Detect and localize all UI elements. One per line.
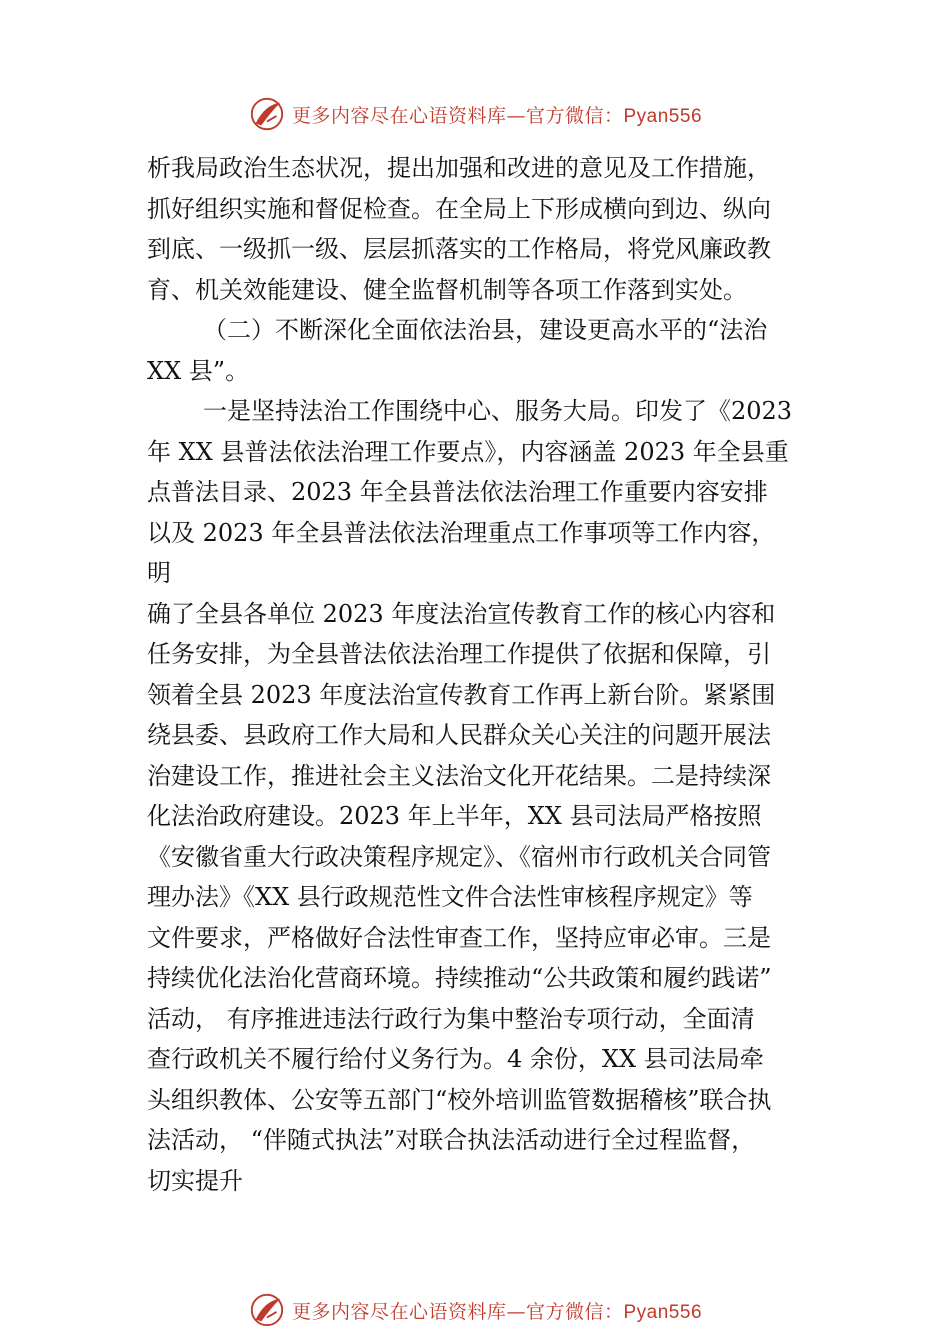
text-line: 头组织教体、公安等五部门“校外培训监管数据稽核”联合执 — [147, 1085, 772, 1114]
text-line: 以及 2023 年全县普法依法治理重点工作事项等工作内容， — [147, 518, 776, 547]
seal-logo-icon — [248, 1291, 286, 1329]
text-line: 育、机关效能建设、健全监督机制等各项工作落到实处。 — [147, 275, 747, 304]
text-line: 抓好组织实施和督促检查。在全局上下形成横向到边、纵向 — [147, 194, 771, 223]
seal-logo-icon — [248, 95, 286, 133]
footer-banner — [0, 1288, 950, 1332]
text-line: 化法治政府建设。2023 年上半年，XX 县司法局严格按照 — [147, 802, 762, 830]
text-line: 法活动， “伴随式执法”对联合执法活动进行全过程监督， — [147, 1126, 756, 1154]
section-heading-line: XX 县”。 — [147, 356, 250, 385]
section-heading-line: （二）不断深化全面依法治县，建设更高水平的“法治 — [203, 316, 768, 344]
text-line: 领着全县 2023 年度法治宣传教育工作再上新台阶。紧紧围 — [147, 680, 776, 709]
text-line: 点普法目录、2023 年全县普法依法治理工作重要内容安排 — [147, 478, 768, 506]
text-line: 文件要求，严格做好合法性审查工作，坚持应审必审。三是 — [147, 923, 771, 952]
header-banner — [0, 92, 950, 136]
text-line: 一是坚持法治工作围绕中心、服务大局。印发了《2023 — [203, 397, 793, 425]
text-line: 析我局政治生态状况，提出加强和改进的意见及工作措施， — [147, 154, 771, 182]
text-line: 任务安排，为全县普法依法治理工作提供了依据和保障，引 — [147, 640, 771, 668]
text-line: 查行政机关不履行给付义务行为。4 余份，XX 县司法局牵 — [147, 1045, 764, 1073]
text-line: 治建设工作，推进社会主义法治文化开花结果。二是持续深 — [147, 761, 771, 790]
text-line: 确了全县各单位 2023 年度法治宣传教育工作的核心内容和 — [147, 599, 776, 628]
text-line: 持续优化法治化营商环境。持续推动“公共政策和履约践诺” — [147, 964, 772, 992]
text-line: 年 XX 县普法依法治理工作要点》，内容涵盖 2023 年全县重 — [147, 437, 789, 466]
text-line: 《安徽省重大行政决策程序规定》、《宿州市行政机关合同管 — [147, 842, 771, 871]
text-line: 切实提升 — [147, 1166, 243, 1195]
text-line: 理办法》《XX 县行政规范性文件合法性审核程序规定》等 — [147, 883, 753, 911]
header-banner-text: 更多内容尽在心语资料库—官方微信：Pyan556 — [291, 104, 703, 127]
footer-banner-text: 更多内容尽在心语资料库—官方微信：Pyan556 — [291, 1300, 703, 1323]
text-line: 到底、一级抓一级、层层抓落实的工作格局，将党风廉政教 — [147, 235, 771, 263]
wechat-id: Pyan556 — [623, 1301, 703, 1323]
wechat-id: Pyan556 — [623, 105, 703, 127]
document-body — [147, 148, 827, 1201]
text-line: 活动， 有序推进违法行政行为集中整治专项行动，全面清 — [147, 1004, 755, 1033]
text-line: 明 — [147, 559, 171, 587]
text-line: 绕县委、县政府工作大局和人民群众关心关注的问题开展法 — [147, 721, 771, 749]
